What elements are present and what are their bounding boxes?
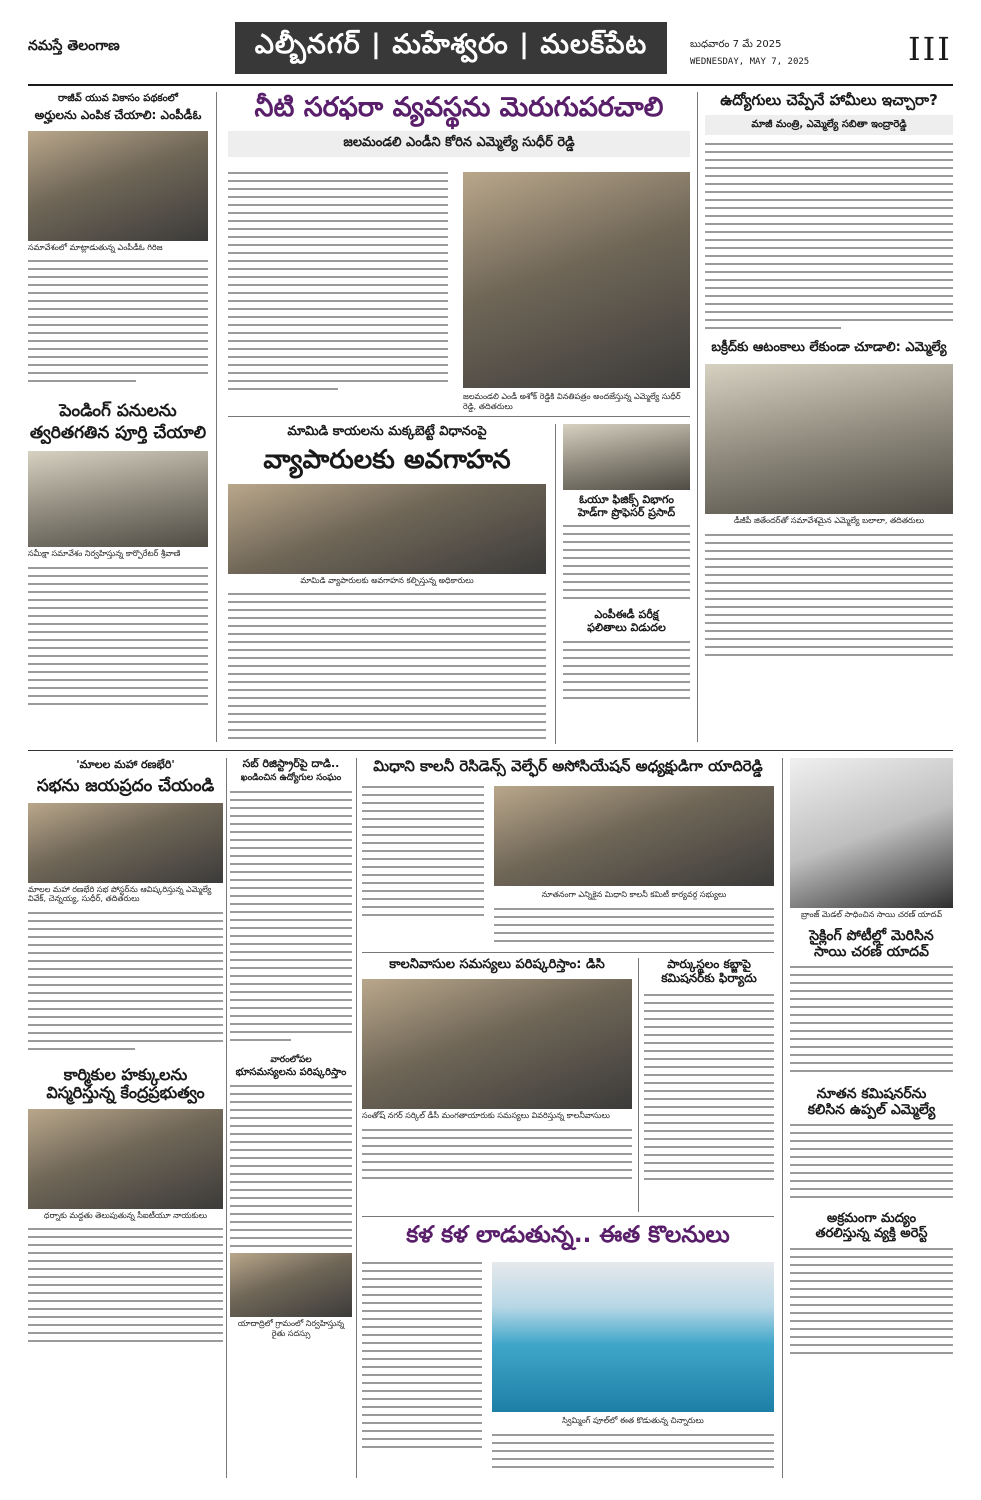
- article-body: [228, 172, 448, 390]
- photo-caption: మాలల మహా రణభేరి సభ పోస్టర్‌ను ఆవిష్కరిస్తున్న ఎమ్మెల్యే వివేక్, చెన్నయ్య, సుధీర్, తదితరులు: [28, 884, 212, 904]
- story-headline: ఉద్యోగులు చెప్పేనే హామీలు ఇచ్చారా?: [720, 92, 938, 109]
- article-body: [230, 1085, 352, 1247]
- committee-photo: [494, 786, 774, 886]
- story-headline: నూతన కమిషనర్‌ను: [816, 1085, 927, 1102]
- story-headline: సైక్లింగ్ పోటీల్లో మెరిసిన: [809, 927, 934, 944]
- story-headline: ఓయూ ఫిజిక్స్ విభాగం: [579, 493, 674, 506]
- story-headline: సభను జయప్రదం చేయండి: [36, 776, 215, 796]
- edition-title: ఎల్బీనగర్ | మహేశ్వరం | మలక్‌పేట: [235, 22, 667, 74]
- photo-caption: బ్రాంజ్ మెడల్ సాధించిన సాయి చరణ్ యాదవ్: [800, 910, 943, 919]
- park-story: [644, 958, 774, 1212]
- masthead: [0, 0, 981, 80]
- traders-photo: [228, 484, 546, 574]
- article-body: [362, 786, 484, 916]
- story-headline: ఎంపీఈడీ పరీక్ష: [594, 608, 659, 622]
- column-divider: [226, 758, 227, 1478]
- story-headline: పార్కుస్థలం కబ్జాపై: [667, 958, 751, 971]
- dgp-meeting-photo: [705, 364, 953, 514]
- date-english: WEDNESDAY, MAY 7, 2025: [690, 57, 810, 67]
- article-body: [563, 525, 690, 599]
- section-divider: [362, 952, 774, 953]
- story-subheadline: మాజీ మంత్రి, ఎమ్మెల్యే సబితా ఇంద్రారెడ్డి: [705, 115, 953, 135]
- photo-caption: నూతనంగా ఎన్నికైన మిధాని కాలనీ కమిటీ కార్యవర్గ సభ్యులు: [541, 890, 727, 899]
- story-headline-line2: కలిసిన ఉప్పల్ ఎమ్మెల్యే: [807, 1101, 936, 1118]
- story-headline: సబ్ రిజిస్ట్రార్‌పై దాడి..: [242, 758, 340, 770]
- newspaper-brand: నమస్తే తెలంగాణ: [28, 38, 120, 54]
- lead-caption: జలమండలి ఎండీ అశోక్ రెడ్డికి వినతిపత్రం అందజేస్తున్న ఎమ్మెల్యే సుధీర్ రెడ్డి, తదితరులు: [463, 392, 681, 411]
- colony-story: [362, 958, 632, 1212]
- photo-caption: సంతోష్ నగర్ సర్కిల్ డీసీ మంగతాయారుకు సమస్యలు వివరిస్తున్న కాలనీవాసులు: [362, 1110, 610, 1120]
- article-body: [494, 908, 774, 942]
- story-kicker: రాజీవ్ యువ వికాసం పథకంలో: [58, 93, 178, 104]
- swimming-pool-photo: [492, 1262, 774, 1412]
- story-headline-line2: హెడ్‌గా ప్రొఫెసర్ ప్రసాద్: [577, 505, 676, 519]
- article-body: [28, 567, 208, 705]
- lead-photo: [463, 172, 690, 388]
- article-body: [790, 966, 953, 1072]
- story-headline: మిధాని కాలనీ రెసిడెన్స్ వెల్ఫేర్ అసోసియేషన్ అధ్యక్షుడిగా యాదిరెడ్డి: [373, 758, 763, 775]
- photo-caption: స్విమ్మింగ్ పూల్‌లో ఈత కొడుతున్న చిన్నారులు: [562, 1416, 704, 1425]
- article-body: [28, 260, 208, 382]
- story-kicker: 'మాలల మహా రణభేరి': [76, 758, 175, 771]
- story-headline-line2: తరలిస్తున్న వ్యక్తి అరెస్ట్: [815, 1225, 928, 1241]
- photo-caption: డీజీపీ జితేందర్‌తో సమావేశమైన ఎమ్మెల్యే బలాలా, తదితరులు: [733, 516, 925, 526]
- story-headline-line2: విస్మరిస్తున్న కేంద్రప్రభుత్వం: [46, 1083, 205, 1103]
- story-headline: వ్యాపారులకు అవగాహన: [263, 445, 511, 475]
- column-divider: [356, 758, 357, 1478]
- article-body: [563, 641, 690, 699]
- mithani-story: [362, 758, 774, 948]
- column-divider: [555, 424, 556, 744]
- pool-story: [362, 1222, 774, 1478]
- story-headline-line2: ఫలితాలు విడుదల: [587, 620, 666, 634]
- article-body: [28, 1228, 223, 1342]
- story-headline: పెండింగ్ పనులను: [59, 401, 177, 422]
- subregistrar-column: [230, 758, 352, 1478]
- masthead-rule: [28, 84, 953, 86]
- photo-caption: మామిడి వ్యాపారులకు అవగాహన కల్పిస్తున్న అధికారులు: [300, 575, 474, 585]
- story-kicker: మామిడి కాయలను మక్కబెట్టే విధానంపై: [287, 424, 487, 439]
- colony-residents-photo: [362, 979, 632, 1109]
- article-body: [362, 1129, 632, 1179]
- section-divider: [362, 1216, 774, 1217]
- article-body: [644, 994, 774, 1180]
- bottom-left-column: [28, 758, 223, 1478]
- article-body: [362, 1262, 482, 1448]
- story-headline: భూసమస్యలను పరిష్కరిస్తాం: [235, 1067, 347, 1079]
- fold-divider: [28, 750, 953, 751]
- bottom-right-column: [790, 758, 953, 1478]
- lead-story: [228, 92, 690, 412]
- photo-caption: సమీక్షా సమావేశం నిర్వహిస్తున్న కార్పొరేటర్ శ్రీవాణి: [28, 549, 181, 559]
- article-body: [28, 912, 223, 1050]
- article-body: [790, 1124, 953, 1198]
- lead-subheadline: జలమండలి ఎండీని కోరిన ఎమ్మెల్యే సుధీర్ రెడ్డి: [228, 131, 690, 157]
- photo-caption: ధర్నాకు మద్దతు తెలుపుతున్న సీఐటీయూ నాయకులు: [43, 1210, 208, 1220]
- story-headline: బక్రీద్‌కు ఆటంకాలు లేకుండా చూడాలి: ఎమ్మెల్యే: [711, 340, 947, 356]
- story-subheadline: ఖండించిన ఉద్యోగుల సంఘం: [240, 772, 342, 783]
- cyclist-photo: [790, 758, 953, 908]
- poster-launch-photo: [28, 803, 223, 883]
- article-body: [790, 1248, 953, 1354]
- story-headline: అక్రమంగా మద్యం: [826, 1210, 917, 1226]
- farmers-meeting-photo: [230, 1253, 352, 1317]
- article-body: [492, 1434, 774, 1468]
- article-body: [230, 791, 352, 1041]
- left-column: [28, 92, 208, 742]
- professor-story: [563, 424, 690, 744]
- column-divider: [782, 758, 783, 1478]
- dharna-photo: [28, 1109, 223, 1209]
- review-photo: [28, 451, 208, 547]
- story-headline-line2: సాయి చరణ్ యాదవ్: [813, 943, 930, 960]
- story-headline: కళ కళ లాడుతున్న.. ఈత కొలనులు: [406, 1222, 730, 1248]
- photo-caption: యాదాద్రిలో గ్రామంలో నిర్వహిస్తున్న రైతు సదస్సు: [237, 1318, 345, 1338]
- story-headline-line2: త్వరితగతిన పూర్తి చేయాలి: [29, 422, 207, 443]
- story-headline-line2: కమిషనర్‌కు ఫిర్యాదు: [661, 970, 757, 985]
- mango-story: [228, 424, 546, 744]
- column-divider: [697, 92, 698, 742]
- lead-headline: నీటి సరఫరా వ్యవస్థను మెరుగుపరచాలి: [254, 92, 664, 123]
- article-body: [705, 534, 953, 656]
- professor-photo: [563, 424, 690, 490]
- right-column: [705, 92, 953, 742]
- column-divider: [216, 92, 217, 742]
- section-divider: [228, 416, 690, 417]
- story-headline: కార్మికుల హక్కులను: [63, 1064, 188, 1084]
- story-headline: కాలనీవాసుల సమస్యలు పరిష్కరిస్తాం: డీసీ: [389, 958, 605, 972]
- page-number: III: [908, 30, 952, 68]
- article-body: [705, 143, 953, 329]
- date-telugu: బుధవారం 7 మే 2025: [690, 39, 782, 50]
- story-headline: అర్హులను ఎంపిక చేయాలి: ఎంపీడీఓ: [34, 108, 202, 122]
- column-divider: [638, 958, 639, 1212]
- meeting-photo: [28, 131, 208, 241]
- story-kicker: వారంలోపల: [270, 1055, 312, 1066]
- article-body: [228, 593, 546, 739]
- photo-caption: సమావేశంలో మాట్లాడుతున్న ఎంపీడీఓ గిరిజ: [28, 242, 163, 252]
